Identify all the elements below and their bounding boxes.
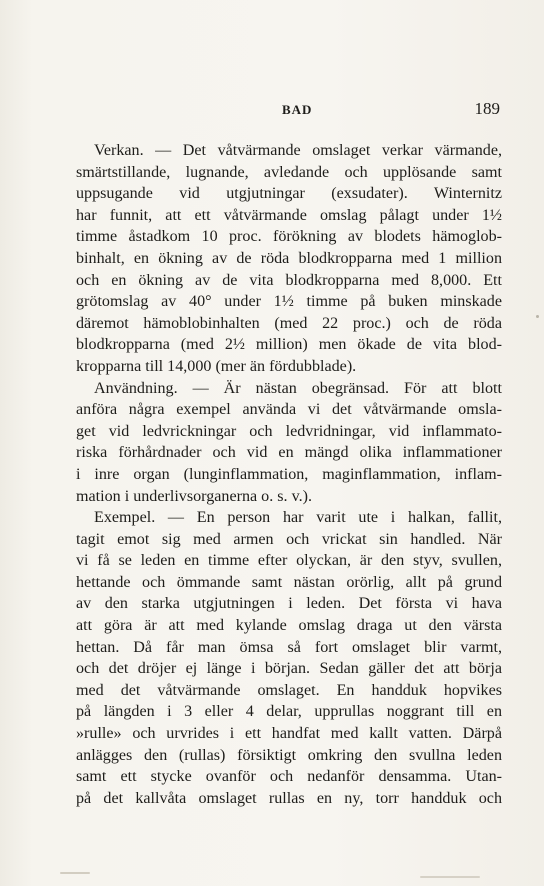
- text-line: blodkropparna (med 2½ million) men ökade de vita blod-: [76, 336, 502, 354]
- text-line: har funnit, att ett våtvärmande omslag pålagt under 1½: [76, 206, 502, 224]
- text-line: med det våtvärmande omslaget. En handduk hopvikes: [76, 681, 502, 699]
- running-head: BAD: [282, 102, 313, 117]
- text-line: riska förhårdnader och vid en mängd olika inflammationer: [76, 444, 502, 462]
- paper-speck: [420, 876, 480, 878]
- text-line: »rulle» och urvrides i ett handfat med kallt vatten. Därpå: [76, 725, 502, 743]
- text-line: Exempel. — En person har varit ute i halkan, fallit,: [94, 509, 502, 527]
- text-line: och en ökning av de vita blodkropparna med 8,000. Ett: [76, 271, 502, 289]
- text-line: i inre organ (lunginflammation, maginflammation, inflam-: [76, 465, 502, 483]
- text-line: uppsugande vid utgjutningar (exsudater). Winternitz: [76, 185, 502, 203]
- text-line: hettande och ömmande samt nästan orörlig, allt på grund: [76, 573, 502, 591]
- text-line: av den starka utgjutningen i leden. Det första vi hava: [76, 595, 502, 613]
- text-line: Verkan. — Det våtvärmande omslaget verkar värmande,: [94, 142, 502, 159]
- text-line: och det dröjer ej länge i början. Sedan gäller det att börja: [76, 660, 502, 678]
- paper-speck: [60, 872, 90, 874]
- page-header: [76, 99, 502, 122]
- text-line: mation i underlivsorganerna o. s. v.).: [76, 487, 312, 505]
- text-line: kropparna till 14,000 (mer än fördubblade).: [76, 357, 357, 375]
- text-line: Användning. — Är nästan obegränsad. För att blott: [94, 379, 502, 397]
- text-line: att göra är att med kylande omslag draga ut den värsta: [76, 617, 502, 635]
- body-text: [76, 140, 502, 809]
- text-line: anlägges den (rullas) försiktigt omkring den svullna leden: [76, 746, 502, 764]
- text-line: samt ett stycke ovanför och nedanför densamma. Utan-: [76, 768, 502, 786]
- text-line: tagit emot sig med armen och vrickat sin handled. När: [76, 530, 502, 548]
- text-line: på längden i 3 eller 4 delar, upprullas noggrant till en: [76, 703, 502, 721]
- paper-speck: [536, 315, 539, 318]
- text-line: på det kallvåta omslaget rullas en ny, torr handduk och: [76, 789, 502, 807]
- text-line: get vid ledvrickningar och ledvridningar, vid inflammato-: [76, 422, 502, 440]
- text-line: däremot hämoblobinhalten (med 22 proc.) och de röda: [76, 314, 502, 332]
- text-line: vi få se leden en timme efter olyckan, är den styv, svullen,: [76, 552, 502, 570]
- page-number: 189: [474, 99, 500, 118]
- text-line: grötomslag av 40° under 1½ timme på buken minskade: [76, 293, 502, 311]
- text-line: smärtstillande, lugnande, avledande och upplösande samt: [76, 163, 502, 181]
- text-line: hettan. Då får man ömsa så fort omslaget blir varmt,: [76, 638, 502, 656]
- text-line: timme åstadkom 10 proc. förökning av blodets hämoglob-: [76, 228, 502, 246]
- text-line: binhalt, en ökning av de röda blodkropparna med 1 million: [76, 249, 502, 267]
- text-line: anföra några exempel använda vi det våtvärmande omsla-: [76, 401, 502, 419]
